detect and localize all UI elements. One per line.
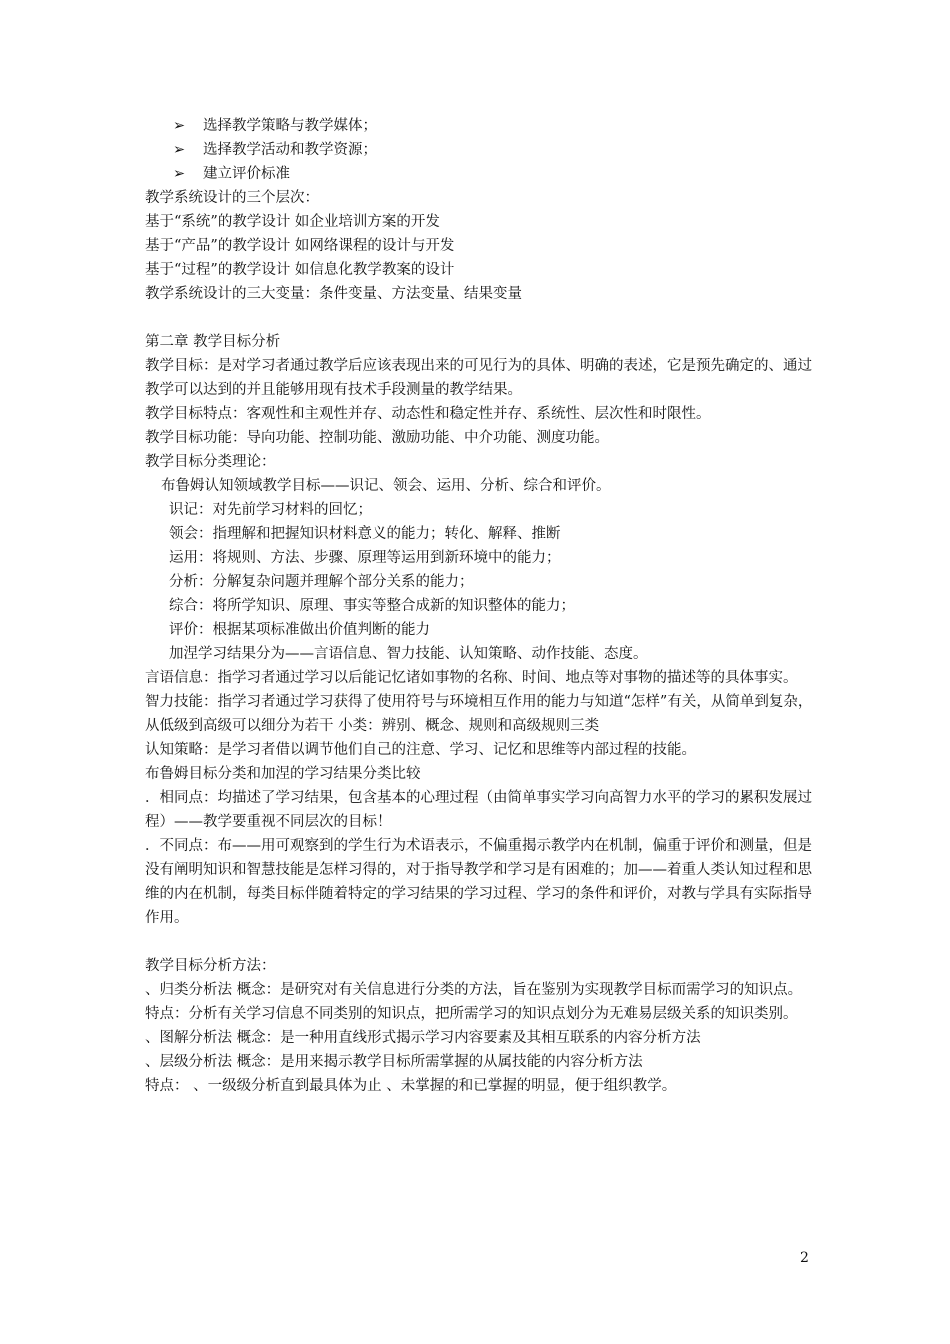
bloom-line: 布鲁姆认知领域教学目标——识记、领会、运用、分析、综合和评价。 bbox=[161, 478, 611, 494]
page-number: 2 bbox=[800, 1250, 809, 1266]
theory-heading: 教学目标分类理论： bbox=[145, 454, 276, 470]
hierarchy-method: 、层级分析法 概念：是用来揭示教学目标所需掌握的从属技能的内容分析方法 bbox=[145, 1054, 643, 1070]
similarity-paragraph: ．相同点：均描述了学习结果，包含基本的心理过程（由简单事实学习向高智力水平的学习的累积发展过程）——教学要重视不同层次的目标！ bbox=[145, 790, 812, 830]
difference-paragraph: ．不同点：布——用可观察到的学生行为术语表示，不偏重揭示教学内在机制，偏重于评价和测量，但是没有阐明知识和智慧技能是怎样习得的，对于指导教学和学习是有困难的；加——着重人类认知过程和思维的内在机制，每类目标伴随着特定的学习结果的学习过程、学习的条件和评价，对教与学具有实际指导作用。 bbox=[145, 838, 812, 926]
arrow-bullet-icon: ➢ bbox=[173, 166, 186, 182]
objective-features: 教学目标特点：客观性和主观性并存、动态性和稳定性并存、系统性、层次性和时限性。 bbox=[145, 406, 711, 422]
hierarchy-feature: 特点： 、一级级分析直到最具体为止 、未掌握的和已掌握的明显，便于组织教学。 bbox=[145, 1078, 677, 1094]
bloom-item: 评价：根据某项标准做出价值判断的能力 bbox=[169, 622, 430, 638]
bloom-item: 分析：分解复杂问题并理解个部分关系的能力； bbox=[169, 574, 474, 590]
classify-method: 、归类分析法 概念：是研究对有关信息进行分类的方法，旨在鉴别为实现教学目标而需学习的知识点。 bbox=[145, 982, 803, 998]
verbal-info: 言语信息：指学习者通过学习以后能记忆诸如事物的名称、时间、地点等对事物的描述等的具体事实。 bbox=[145, 670, 798, 686]
classify-feature: 特点：分析有关学习信息不同类别的知识点，把所需学习的知识点划分为无难易层级关系的知识类别。 bbox=[145, 1006, 798, 1022]
bullet-item bbox=[145, 138, 815, 162]
levels-heading: 教学系统设计的三个层次： bbox=[145, 190, 319, 206]
bloom-item: 识记：对先前学习材料的回忆； bbox=[169, 502, 372, 518]
chapter-title: 第二章 教学目标分析 bbox=[145, 334, 281, 350]
bullet-item bbox=[145, 114, 815, 138]
spacer bbox=[145, 306, 815, 330]
level-item: 基于“系统”的教学设计 如企业培训方案的开发 bbox=[145, 214, 440, 230]
bullet-text: 选择教学活动和教学资源； bbox=[203, 142, 377, 158]
bullet-item bbox=[145, 162, 815, 186]
spacer bbox=[145, 930, 815, 954]
bullet-text: 建立评价标准 bbox=[203, 166, 290, 182]
arrow-bullet-icon: ➢ bbox=[173, 118, 186, 134]
level-item: 基于“产品”的教学设计 如网络课程的设计与开发 bbox=[145, 238, 455, 254]
bloom-item: 综合：将所学知识、原理、事实等整合成新的知识整体的能力； bbox=[169, 598, 575, 614]
variables-line: 教学系统设计的三大变量：条件变量、方法变量、结果变量 bbox=[145, 286, 522, 302]
diagram-method: 、图解分析法 概念：是一种用直线形式揭示学习内容要素及其相互联系的内容分析方法 bbox=[145, 1030, 701, 1046]
bloom-item: 运用：将规则、方法、步骤、原理等运用到新环境中的能力； bbox=[169, 550, 561, 566]
compare-heading: 布鲁姆目标分类和加涅的学习结果分类比较 bbox=[145, 766, 421, 782]
gagne-line: 加涅学习结果分为——言语信息、智力技能、认知策略、动作技能、态度。 bbox=[169, 646, 648, 662]
methods-heading: 教学目标分析方法： bbox=[145, 958, 276, 974]
page-body bbox=[145, 114, 815, 1098]
objective-functions: 教学目标功能：导向功能、控制功能、激励功能、中介功能、测度功能。 bbox=[145, 430, 609, 446]
bullet-text: 选择教学策略与教学媒体； bbox=[203, 118, 377, 134]
bloom-item: 领会：指理解和把握知识材料意义的能力；转化、解释、推断 bbox=[169, 526, 561, 542]
cognitive-strategy: 认知策略：是学习者借以调节他们自己的注意、学习、记忆和思维等内部过程的技能。 bbox=[145, 742, 696, 758]
arrow-bullet-icon: ➢ bbox=[173, 142, 186, 158]
intellectual-skills: 智力技能：指学习者通过学习获得了使用符号与环境相互作用的能力与知道“怎样”有关，从简单到复杂，从低级到高级可以细分为若干 小类：辨别、概念、规则和高级规则三类 bbox=[145, 694, 813, 734]
level-item: 基于“过程”的教学设计 如信息化教学教案的设计 bbox=[145, 262, 455, 278]
objective-definition: 教学目标：是对学习者通过教学后应该表现出来的可见行为的具体、明确的表述，它是预先确定的、通过教学可以达到的并且能够用现有技术手段测量的教学结果。 bbox=[145, 358, 812, 398]
